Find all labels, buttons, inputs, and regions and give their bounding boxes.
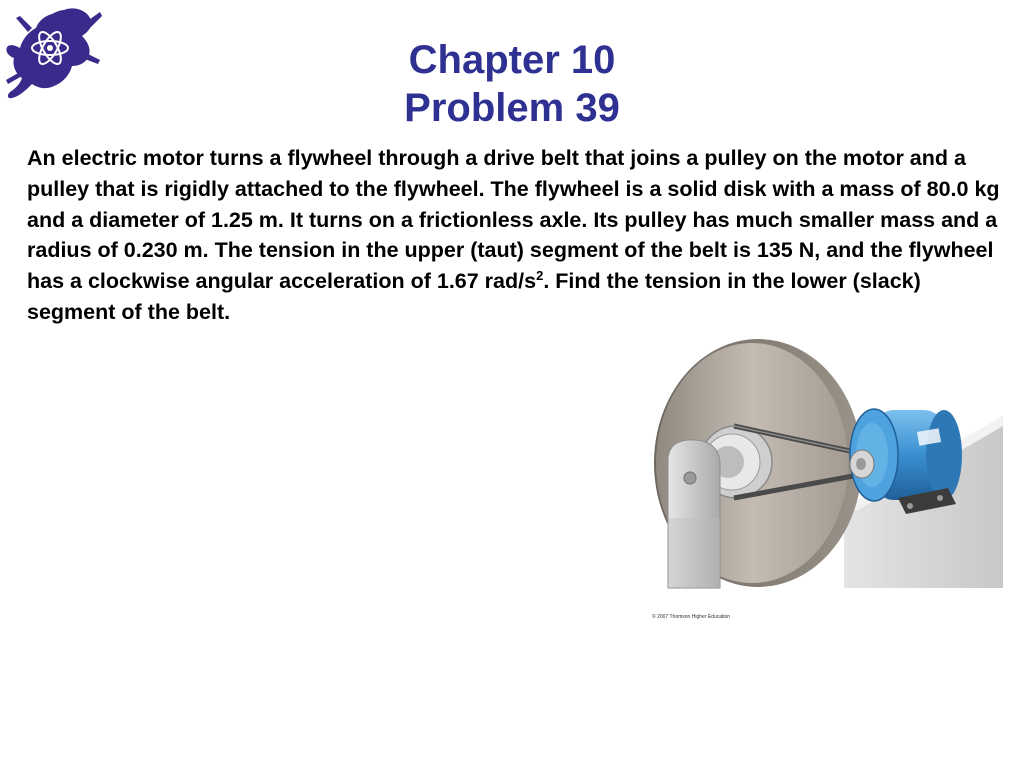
- chapter-heading: Chapter 10: [408, 38, 616, 82]
- problem-text-part1: An electric motor turns a flywheel through a drive belt that joins a pulley on the motor and a pulley that is rigidly attached to the flywheel. The flywheel is a solid disk with a mass of 80.0 kg and a diameter of 1.25 m. It turns on a frictionless axle. Its pulley has much smaller mass and a radius of 0.230 m. The tension in the upper (taut) segment of the belt is 135 N, and the flywheel has a clockwise angular acceleration of 1.67 rad/s: [27, 146, 1000, 294]
- slide-title: [0, 36, 1024, 132]
- problem-heading: Problem 39: [404, 86, 620, 130]
- figure-credit: © 2007 Thomson Higher Education: [652, 614, 731, 620]
- problem-statement: [27, 143, 1002, 328]
- flywheel-motor-illustration: [648, 338, 1018, 628]
- problem-text-part2: . Find the tension in the lower (slack) segment of the belt.: [27, 269, 921, 324]
- problem-text-superscript: 2: [536, 268, 544, 284]
